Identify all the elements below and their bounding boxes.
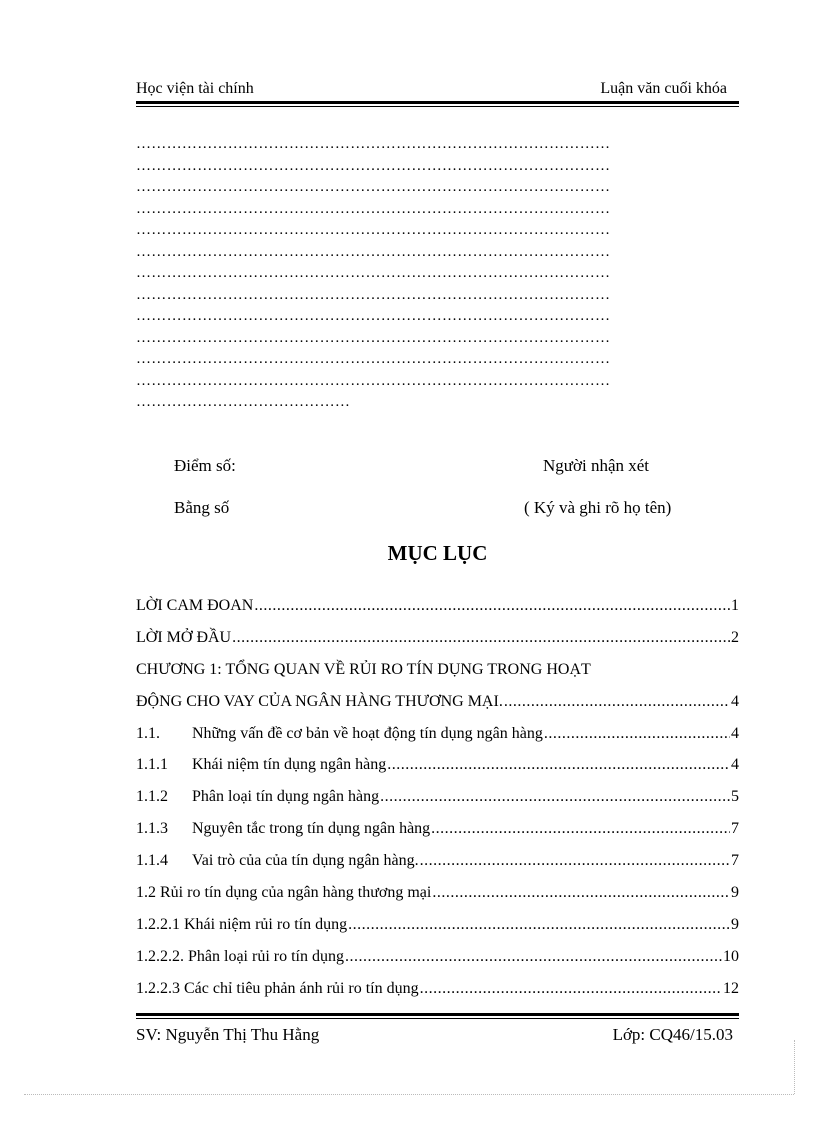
footer-rule-thin xyxy=(136,1018,739,1019)
toc-entry-label: Khái niệm tín dụng ngân hàng xyxy=(192,756,387,774)
toc-entry[interactable] xyxy=(136,813,739,845)
toc-leader xyxy=(348,916,730,934)
toc-leader xyxy=(544,725,730,743)
toc-entry-page: 5 xyxy=(731,788,739,806)
toc-entry[interactable] xyxy=(136,941,739,973)
footer-student-name: SV: Nguyễn Thị Thu Hằng xyxy=(136,1025,320,1044)
toc-leader xyxy=(380,788,730,806)
toc-entry-label: 1.2.2.1 Khái niệm rủi ro tín dụng xyxy=(136,915,348,933)
toc-entry-label: Nguyên tắc trong tín dụng ngân hàng xyxy=(192,820,431,838)
toc-entry[interactable] xyxy=(136,877,739,909)
page-border-bottom xyxy=(24,1094,794,1095)
toc-leader xyxy=(420,980,722,998)
comment-line: ………………………………………………………………………………… xyxy=(136,200,611,217)
toc-entry-page: 2 xyxy=(731,628,739,646)
toc-entry[interactable] xyxy=(136,749,739,781)
toc-entry-number: 1.1.3 xyxy=(136,820,168,838)
comment-line: ………………………………………………………………………………… xyxy=(136,372,611,389)
toc-leader xyxy=(431,820,730,838)
comment-line: ………………………………………………………………………………… xyxy=(136,351,611,367)
toc-entry[interactable] xyxy=(136,845,739,877)
toc-entry-page: 9 xyxy=(731,915,739,933)
toc-leader xyxy=(254,597,730,615)
header-institution: Học viện tài chính xyxy=(136,80,254,97)
toc-entry-page: 10 xyxy=(723,947,739,965)
signature-label: ( Ký và ghi rõ họ tên) xyxy=(524,498,672,517)
toc-entry[interactable] xyxy=(136,590,739,622)
comment-line: ………………………………………………………………………………… xyxy=(136,286,611,303)
comment-line: ………………………………………………………………………………… xyxy=(136,157,611,174)
toc-entry-label: CHƯƠNG 1: TỔNG QUAN VỀ RỦI RO TÍN DỤNG TRONG HOẠT xyxy=(136,660,591,678)
comment-line: …………………………………… xyxy=(136,394,351,410)
toc-entry-label: Phân loại tín dụng ngân hàng xyxy=(192,788,380,806)
footer-class-code: Lớp: CQ46/15.03 xyxy=(612,1025,733,1044)
comment-line: ………………………………………………………………………………… xyxy=(136,222,611,238)
comment-line: ………………………………………………………………………………… xyxy=(136,308,611,324)
comment-line: ………………………………………………………………………………… xyxy=(136,243,611,260)
header-thesis-title: Luận văn cuối khóa xyxy=(600,80,727,97)
reviewer-label: Người nhận xét xyxy=(543,456,650,475)
toc-entry-label: LỜI CAM ĐOAN xyxy=(136,596,254,614)
comment-line: ………………………………………………………………………………… xyxy=(136,179,611,195)
comment-line: ………………………………………………………………………………… xyxy=(136,329,611,346)
toc-entry[interactable] xyxy=(136,781,739,813)
page-header xyxy=(136,80,739,102)
toc-title: MỤC LỤC xyxy=(387,541,488,565)
footer-rule-thick xyxy=(136,1013,739,1016)
toc-entry[interactable] xyxy=(136,686,739,718)
page-footer xyxy=(136,1025,739,1047)
toc-leader xyxy=(504,693,730,711)
toc-entry-number: 1.1.4 xyxy=(136,852,168,870)
toc-leader xyxy=(432,884,730,902)
toc-entry-page: 7 xyxy=(731,852,739,870)
comment-line: ………………………………………………………………………………… xyxy=(136,136,611,152)
toc-entry[interactable] xyxy=(136,973,739,1005)
toc-entry-label: Những vấn đề cơ bản về hoạt động tín dụng ngân hàng xyxy=(192,724,543,742)
toc-entry-label: LỜI MỞ ĐẦU xyxy=(136,628,232,646)
toc-entry-number: 1.1.2 xyxy=(136,788,168,806)
toc-entry-number: 1.1. xyxy=(136,724,160,742)
toc-entry-page: 12 xyxy=(723,979,739,997)
toc-entry[interactable] xyxy=(136,622,739,654)
score-label: Điểm số: xyxy=(174,456,236,475)
toc-entry-page: 4 xyxy=(731,724,739,742)
toc-entry-page: 1 xyxy=(731,596,739,614)
toc-entry-page: 7 xyxy=(731,820,739,838)
toc-entry-label: 1.2 Rủi ro tín dụng của ngân hàng thương mại xyxy=(136,883,432,901)
comment-line: ………………………………………………………………………………… xyxy=(136,265,611,281)
toc-entry-number: 1.1.1 xyxy=(136,756,168,774)
toc-leader xyxy=(345,948,722,966)
toc-entry[interactable] xyxy=(136,909,739,941)
toc-leader xyxy=(232,629,730,647)
table-of-contents xyxy=(136,590,739,1005)
header-rule-thick xyxy=(136,101,739,104)
toc-leader xyxy=(387,756,730,774)
toc-entry-label: 1.2.2.3 Các chỉ tiêu phản ánh rủi ro tín dụng xyxy=(136,979,419,997)
score-in-words-label: Bằng số xyxy=(174,498,230,517)
header-rule-thin xyxy=(136,106,739,107)
toc-entry-label: ĐỘNG CHO VAY CỦA NGÂN HÀNG THƯƠNG MẠI. xyxy=(136,692,503,710)
toc-entry[interactable] xyxy=(136,654,739,686)
toc-leader xyxy=(420,852,730,870)
toc-entry-label: 1.2.2.2. Phân loại rủi ro tín dụng xyxy=(136,947,344,965)
comment-area xyxy=(136,134,736,414)
toc-entry-label: Vai trò của của tín dụng ngân hàng. xyxy=(192,852,419,870)
toc-entry-page: 4 xyxy=(731,692,739,710)
page-border-right xyxy=(794,1040,795,1094)
toc-entry[interactable] xyxy=(136,718,739,750)
toc-entry-page: 9 xyxy=(731,883,739,901)
toc-entry-page: 4 xyxy=(731,756,739,774)
